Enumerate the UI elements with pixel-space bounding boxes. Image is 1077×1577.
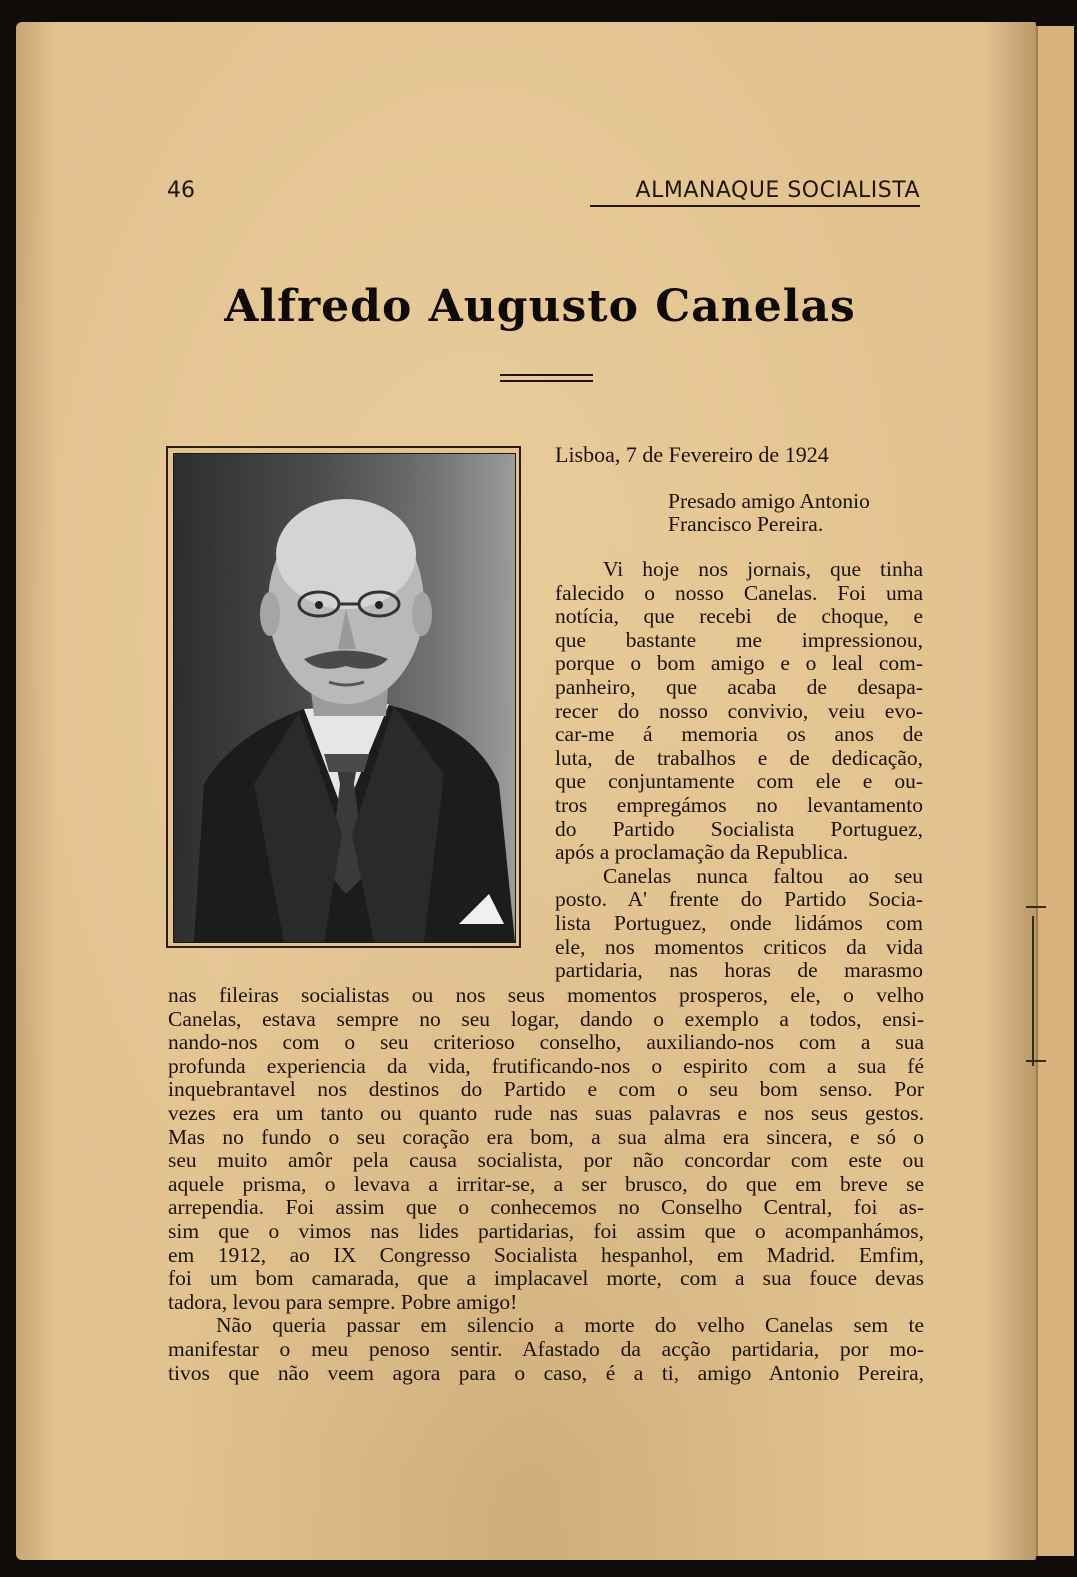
body-line: nas fileiras socialistas ou nos seus momentos prosperos, ele, o velho (168, 983, 924, 1007)
body-line: notícia, que recebi de choque, e (555, 604, 923, 629)
body-line: tivos que não veem agora para o caso, é a ti, amigo Antonio Pereira, (168, 1360, 924, 1385)
body-line: Canelas, estava sempre no seu logar, dando o exemplo a todos, ensi- (168, 1006, 924, 1031)
title-divider (500, 380, 593, 382)
portrait-frame (166, 446, 521, 948)
body-line: inquebrantavel nos destinos do Partido e com o seu bom senso. Por (168, 1077, 924, 1102)
body-line: vezes era um tanto ou quanto rude nas suas palavras e nos seus gestos. (168, 1100, 924, 1125)
body-line: porque o bom amigo e o leal com- (555, 651, 923, 676)
body-line: tadora, levou para sempre. Pobre amigo! (168, 1289, 518, 1314)
body-line: lista Portuguez, onde lidámos com (555, 910, 923, 935)
salutation-line: Francisco Pereira. (668, 512, 824, 536)
body-line: car-me á memoria os anos de (555, 722, 923, 747)
page-number: 46 (167, 178, 195, 203)
body-line: recer do nosso convivio, veiu evo- (555, 698, 923, 723)
body-line: Não queria passar em silencio a morte do velho Canelas sem te (216, 1313, 924, 1338)
salutation-line: Presado amigo Antonio (668, 489, 870, 513)
body-line: que bastante me impressionou, (555, 627, 923, 652)
body-line: após a proclamação da Republica. (555, 840, 849, 865)
body-line: partidaria, nas horas de marasmo (555, 958, 923, 983)
portrait-illustration (174, 454, 515, 942)
body-line: nando-nos com o seu criterioso conselho, auxiliando-nos com a sua (168, 1030, 924, 1055)
body-line: Canelas nunca faltou ao seu (603, 863, 923, 888)
portrait-photo (173, 453, 516, 943)
letter-salutation (668, 490, 923, 536)
body-line: posto. A' frente do Partido Socia- (555, 887, 923, 912)
body-line: ele, nos momentos criticos da vida (555, 934, 923, 959)
title-divider (500, 374, 593, 376)
article-title: Alfredo Augusto Canelas (224, 281, 856, 332)
letter-body-full (168, 984, 924, 1385)
body-line: foi um bom camarada, que a implacavel morte, com a sua fouce devas (168, 1266, 924, 1291)
letter-body-column (555, 558, 923, 983)
body-line: sim que o vimos nas lides partidarias, foi assim que o acompanhámos, (168, 1218, 924, 1243)
running-title: ALMANAQUE SOCIALISTA (590, 178, 920, 207)
body-line: do Partido Socialista Portuguez, (555, 816, 923, 841)
body-line: profunda experiencia da vida, frutificando-nos o espirito com a sua fé (168, 1053, 924, 1078)
body-line: Mas no fundo o seu coração era bom, a sua alma era sincera, e só o (168, 1124, 924, 1149)
body-line: em 1912, ao IX Congresso Socialista hespanhol, em Madrid. Emfim, (168, 1242, 924, 1267)
body-line: falecido o nosso Canelas. Foi uma (555, 580, 923, 605)
body-line: Vi hoje nos jornais, que tinha (603, 557, 923, 581)
body-line: tros empregámos no levantamento (555, 792, 923, 817)
page-edge-line (1032, 916, 1034, 1066)
body-line: panheiro, que acaba de desapa- (555, 674, 923, 699)
body-line: aquele prisma, o levava a irritar-se, a ser brusco, do que em breve se (168, 1171, 924, 1196)
body-line: luta, de trabalhos e de dedicação, (555, 745, 923, 770)
letter-dateline: Lisboa, 7 de Fevereiro de 1924 (555, 442, 829, 467)
page-edge-mark (1026, 906, 1046, 908)
body-line: que conjuntamente com ele e ou- (555, 769, 923, 794)
body-line: manifestar o meu penoso sentir. Afastado da acção partidaria, por mo- (168, 1336, 924, 1361)
body-line: seu muito amôr pela causa socialista, por não concordar com este ou (168, 1148, 924, 1173)
page-edge-mark (1026, 1060, 1046, 1062)
next-page-edge (1036, 26, 1074, 1556)
body-line: arrependia. Foi assim que o conhecemos no Conselho Central, foi as- (168, 1195, 924, 1220)
